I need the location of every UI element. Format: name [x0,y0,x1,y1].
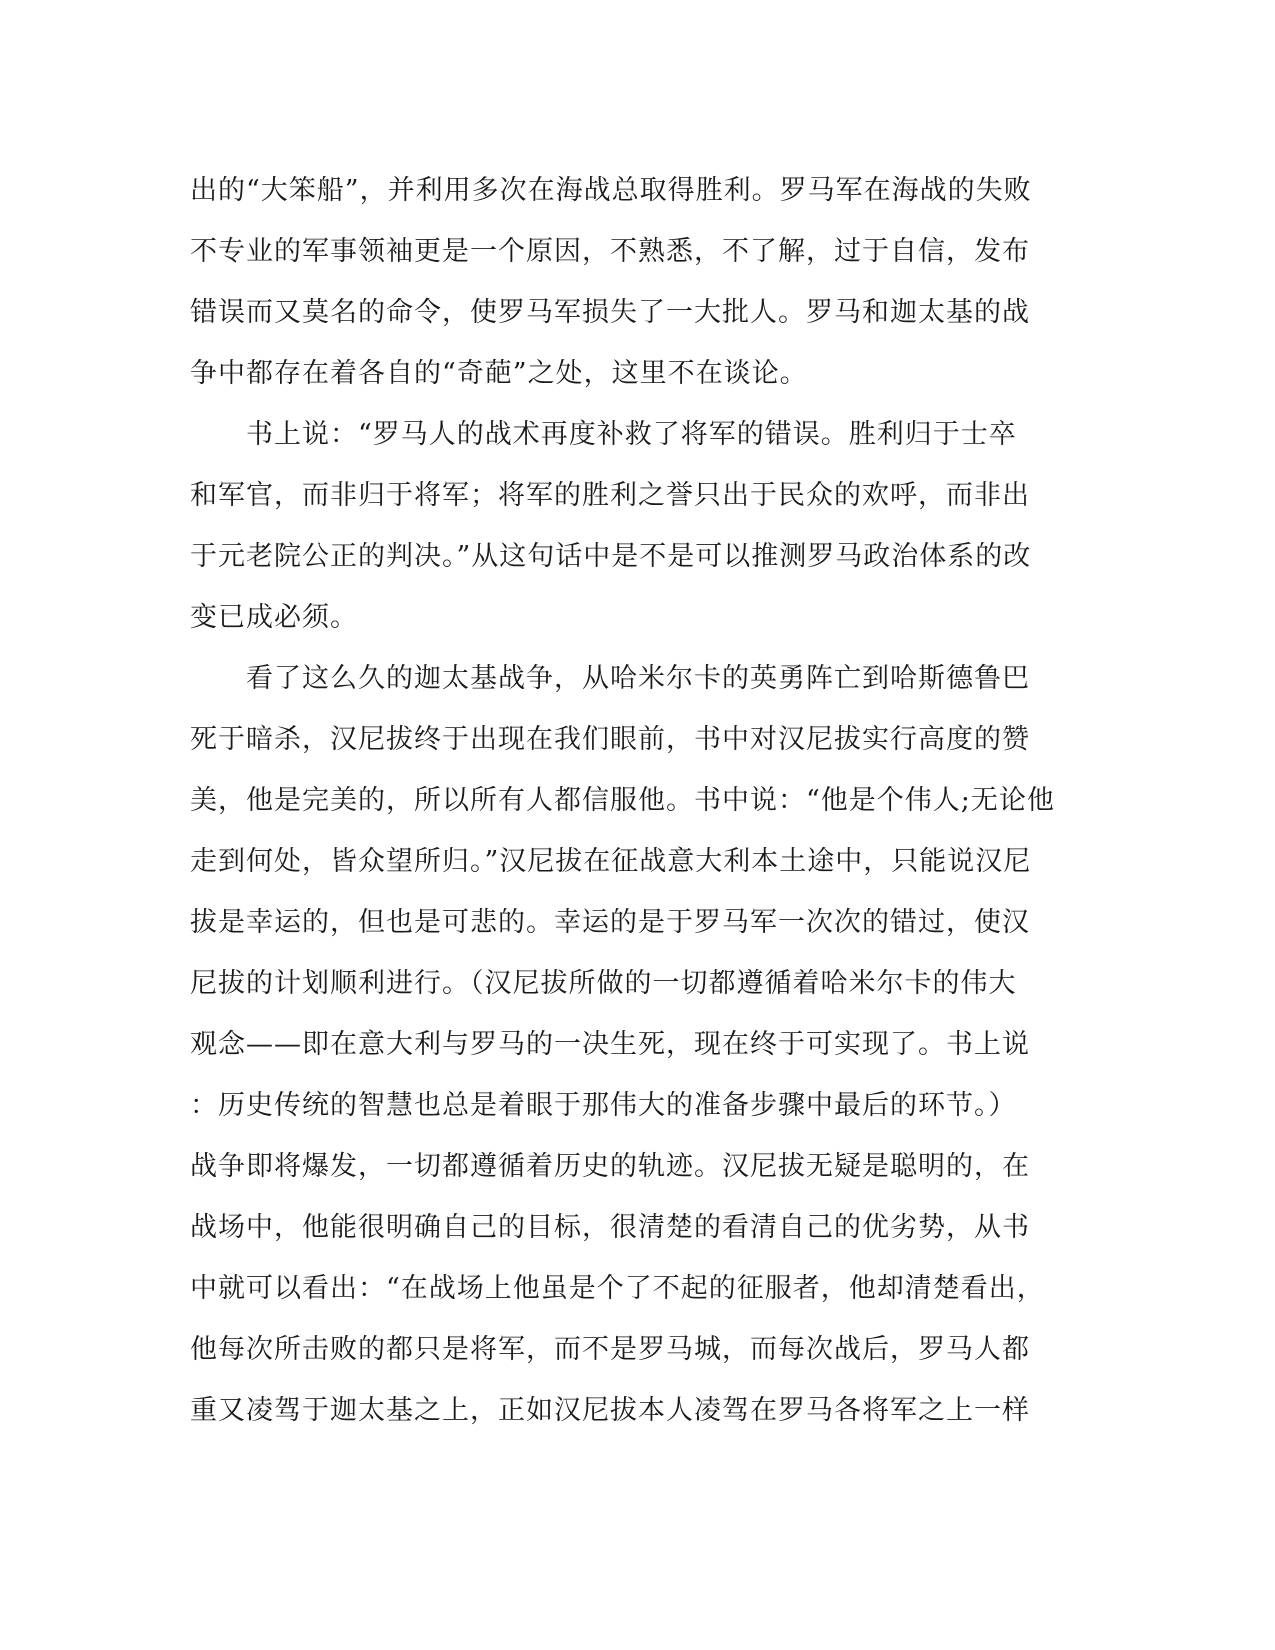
text-line: 书上说：“罗马人的战术再度补救了将军的错误。胜利归于士卒 [190,419,1017,450]
text-line: ：历史传统的智慧也总是着眼于那伟大的准备步骤中最后的环节。） [190,1090,1017,1121]
text-line: 中就可以看出：“在战场上他虽是个了不起的征服者，他却清楚看出， [190,1273,1045,1304]
text-line: 变已成必须。 [190,602,358,633]
text-line: 美，他是完美的，所以所有人都信服他。书中说：“他是个伟人;无论他 [190,785,1055,816]
text-line: 尼拔的计划顺利进行。（汉尼拔所做的一切都遵循着哈米尔卡的伟大 [190,968,1017,999]
text-line: 和军官，而非归于将军；将军的胜利之誉只出于民众的欢呼，而非出 [190,480,1030,511]
text-line: 争中都存在着各自的“奇葩”之处，这里不在谈论。 [190,358,808,389]
text-line: 错误而又莫名的命令，使罗马军损失了一大批人。罗马和迦太基的战 [190,297,1030,328]
text-line: 看了这么久的迦太基战争，从哈米尔卡的英勇阵亡到哈斯德鲁巴 [190,663,1030,694]
body-text [190,160,1090,1441]
text-line: 于元老院公正的判决。”从这句话中是不是可以推测罗马政治体系的改 [190,541,1032,572]
paragraph-3 [190,648,1090,1441]
text-line: 走到何处，皆众望所归。”汉尼拔在征战意大利本土途中，只能说汉尼 [190,846,1032,877]
text-line: 死于暗杀，汉尼拔终于出现在我们眼前，书中对汉尼拔实行高度的赞 [190,724,1030,755]
text-line: 观念——即在意大利与罗马的一决生死，现在终于可实现了。书上说 [190,1029,1030,1060]
text-line: 重又凌驾于迦太基之上，正如汉尼拔本人凌驾在罗马各将军之上一样 [190,1395,1030,1426]
text-line: 战争即将爆发，一切都遵循着历史的轨迹。汉尼拔无疑是聪明的，在 [190,1151,1030,1182]
paragraph-1 [190,160,1090,404]
text-line: 他每次所击败的都只是将军，而不是罗马城，而每次战后，罗马人都 [190,1334,1030,1365]
paragraph-2 [190,404,1090,648]
text-line: 不专业的军事领袖更是一个原因，不熟悉，不了解，过于自信，发布 [190,236,1030,267]
text-line: 出的“大笨船”，并利用多次在海战总取得胜利。罗马军在海战的失败 [190,175,1032,206]
text-line: 战场中，他能很明确自己的目标，很清楚的看清自己的优劣势，从书 [190,1212,1030,1243]
text-line: 拔是幸运的，但也是可悲的。幸运的是于罗马军一次次的错过，使汉 [190,907,1030,938]
